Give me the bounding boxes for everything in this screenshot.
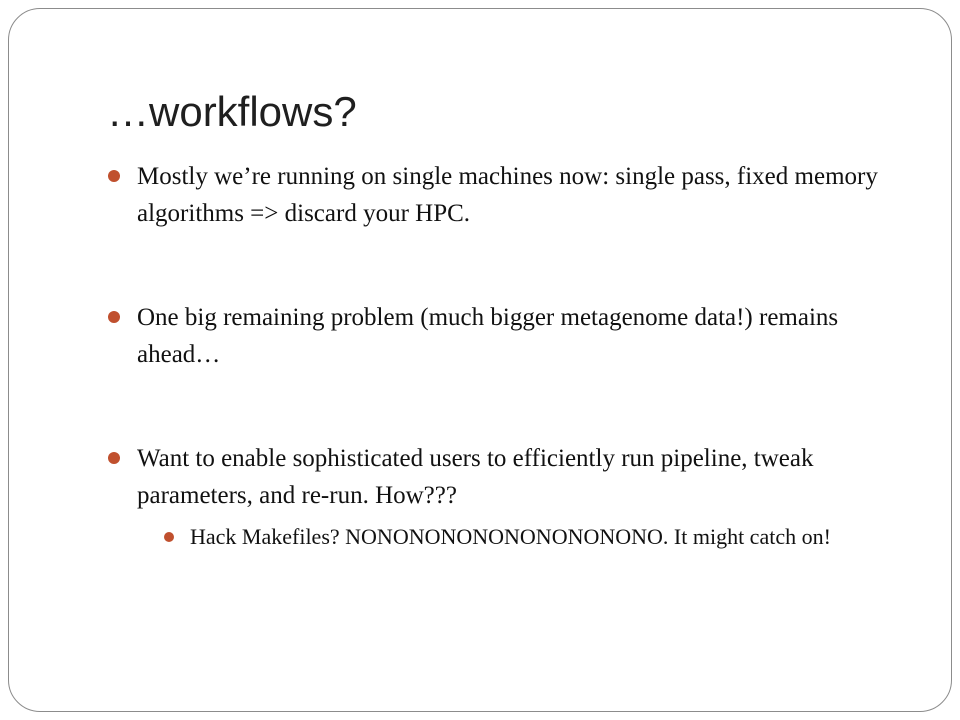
bullet-text: Want to enable sophisticated users to efficiently run pipeline, tweak parameters, and re-run. How??? [137, 445, 814, 509]
bullet-dot-icon [108, 452, 120, 464]
slide-title: …workflows? [107, 88, 357, 135]
bullet-item [108, 440, 908, 553]
bullet-item [108, 299, 908, 373]
sub-bullet-item [164, 520, 890, 553]
sub-bullet-dot-icon [164, 532, 174, 542]
bullet-text: Mostly we’re running on single machines now: single pass, fixed memory algorithms => discard your HPC. [137, 163, 878, 227]
bullet-item [108, 158, 908, 232]
sub-bullet-text: Hack Makefiles? NONONONONONONONONONO. It might catch on! [190, 524, 831, 549]
bullet-text: One big remaining problem (much bigger metagenome data!) remains ahead… [137, 304, 839, 368]
bullet-dot-icon [108, 311, 120, 323]
slide-body [108, 158, 908, 553]
bullet-dot-icon [108, 170, 120, 182]
